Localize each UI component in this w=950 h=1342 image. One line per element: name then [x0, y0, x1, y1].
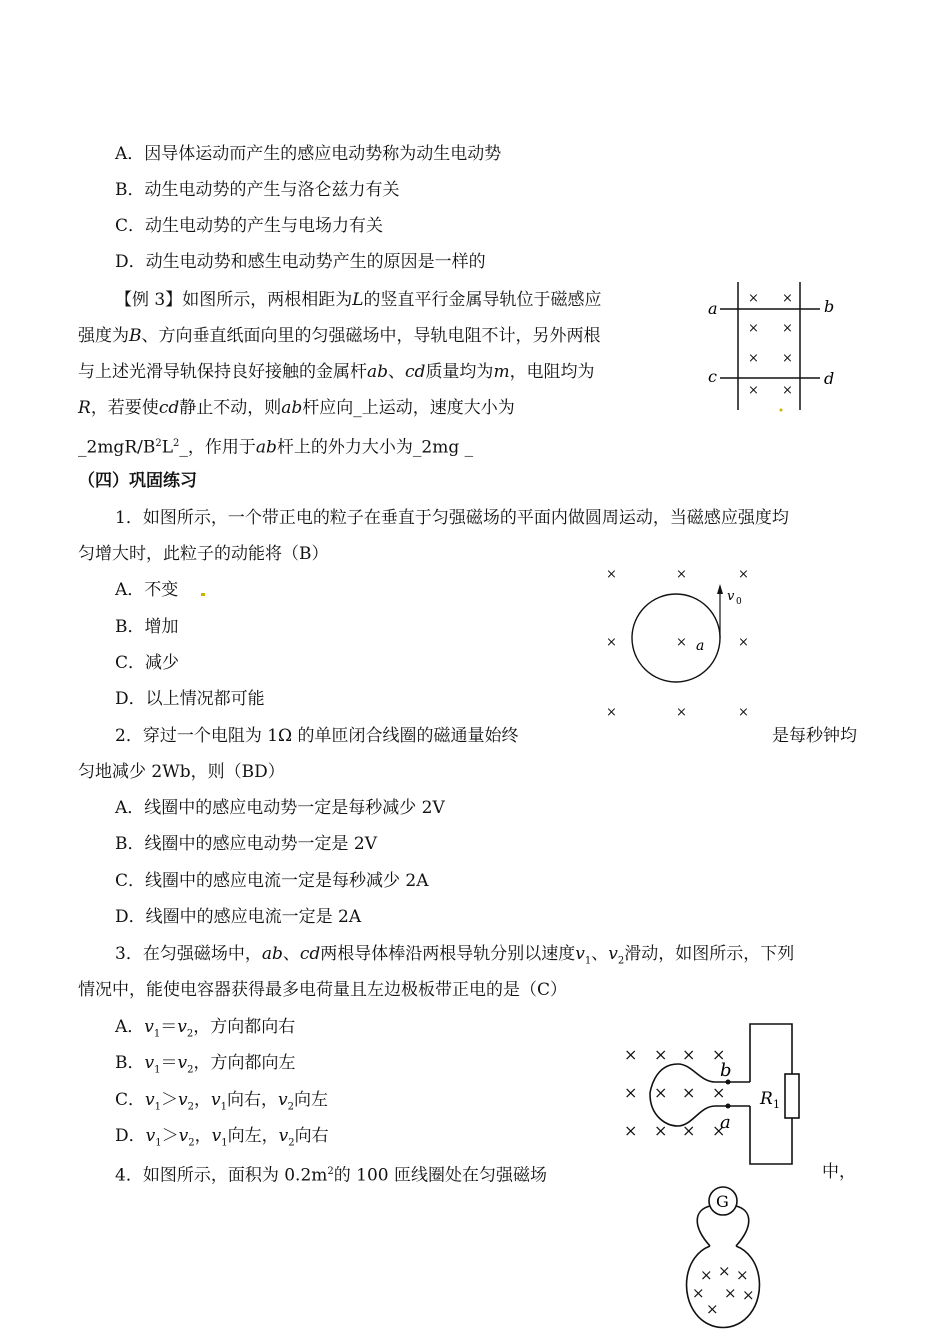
- q3-line2: 情况中，能使电容器获得最多电荷量且左边极板带正电的是（C）: [78, 980, 568, 1000]
- svg-text:×: ×: [782, 291, 793, 306]
- q1-option-a: A．不变: [115, 580, 179, 600]
- example3-line3: 与上述光滑导轨保持良好接触的金属杆ab、cd质量均为m，电阻均为: [78, 362, 595, 382]
- svg-text:G: G: [716, 1192, 729, 1211]
- svg-text:a: a: [708, 299, 718, 318]
- svg-text:×: ×: [738, 705, 749, 720]
- svg-text:×: ×: [782, 383, 793, 398]
- q3-option-d: D．$v_1>v_2$，$v_1$向左，$v_2$向右: [115, 1126, 329, 1149]
- svg-text:×: ×: [654, 1083, 668, 1102]
- svg-text:×: ×: [654, 1121, 668, 1140]
- example3-line2: 强度为B、方向垂直纸面向里的匀强磁场中，导轨电阻不计，另外两根: [78, 326, 601, 346]
- loop-resistor-diagram: [620, 1018, 820, 1168]
- svg-text:×: ×: [742, 1286, 755, 1304]
- svg-text:×: ×: [782, 351, 793, 366]
- svg-text:a: a: [720, 1112, 731, 1133]
- svg-text:×: ×: [682, 1045, 696, 1064]
- option-c: C．动生电动势的产生与电场力有关: [115, 216, 384, 236]
- q3-line1: 3．在匀强磁场中，ab、cd两根导体棒沿两根导轨分别以速度$v_1$、$v_2$滑动，如图所示，下列: [115, 944, 795, 967]
- svg-text:×: ×: [706, 1300, 719, 1318]
- q3-option-c: C．$v_1>v_2$，$v_1$向右，$v_2$向左: [115, 1090, 328, 1113]
- svg-text:×: ×: [748, 291, 759, 306]
- svg-text:b: b: [720, 1060, 732, 1081]
- svg-text:×: ×: [718, 1262, 731, 1280]
- svg-text:×: ×: [606, 635, 617, 650]
- example3-line1: 【例 3】如图所示，两根相距为L的竖直平行金属导轨位于磁感应: [115, 290, 602, 310]
- rails-diagram: [700, 282, 850, 412]
- section-title: （四）巩固练习: [78, 471, 197, 491]
- q2-option-d: D．线圈中的感应电流一定是 2A: [115, 907, 362, 927]
- svg-text:d: d: [824, 369, 835, 388]
- svg-text:×: ×: [736, 1266, 749, 1284]
- svg-text:×: ×: [606, 567, 617, 582]
- svg-text:×: ×: [748, 383, 759, 398]
- svg-text:×: ×: [692, 1284, 705, 1302]
- q1-option-b: B．增加: [115, 617, 179, 637]
- svg-text:×: ×: [748, 321, 759, 336]
- svg-text:×: ×: [738, 635, 749, 650]
- q2-option-b: B．线圈中的感应电动势一定是 2V: [115, 834, 377, 854]
- svg-text:×: ×: [676, 635, 687, 650]
- svg-text:×: ×: [606, 705, 617, 720]
- svg-text:×: ×: [782, 321, 793, 336]
- svg-text:×: ×: [748, 351, 759, 366]
- q2-line2: 匀地减少 2Wb，则（BD）: [78, 762, 285, 782]
- q2-option-c: C．线圈中的感应电流一定是每秒减少 2A: [115, 871, 429, 891]
- svg-text:R: R: [760, 1089, 773, 1109]
- svg-text:v: v: [727, 589, 735, 604]
- example3-line4: R，若要使cd静止不动，则ab杆应向_上运动，速度大小为: [78, 398, 515, 418]
- galvanometer-coil-diagram: [676, 1186, 786, 1338]
- q3-option-a: A．$v_1=v_2$，方向都向右: [115, 1017, 296, 1040]
- svg-text:a: a: [696, 638, 705, 654]
- svg-text:×: ×: [676, 567, 687, 582]
- svg-text:×: ×: [676, 705, 687, 720]
- example3-line5: $\_2mgR/B^2L^2\_$，作用于ab杆上的外力大小为_2mg _: [78, 437, 474, 458]
- q4-line1b: 中，: [822, 1162, 856, 1182]
- svg-text:1: 1: [773, 1098, 780, 1111]
- svg-text:×: ×: [624, 1121, 638, 1140]
- q1-line2: 匀增大时，此粒子的动能将（B）: [78, 544, 329, 564]
- q1-option-c: C．减少: [115, 653, 180, 673]
- svg-text:0: 0: [736, 597, 742, 607]
- option-b: B．动生电动势的产生与洛仑兹力有关: [115, 180, 400, 200]
- q2-option-a: A．线圈中的感应电动势一定是每秒减少 2V: [115, 798, 445, 818]
- q3-option-b: B．$v_1=v_2$，方向都向左: [115, 1053, 296, 1076]
- svg-text:×: ×: [624, 1045, 638, 1064]
- svg-text:×: ×: [682, 1083, 696, 1102]
- q2-line1a: 2．穿过一个电阻为 1Ω 的单匝闭合线圈的磁通量始终: [115, 726, 519, 746]
- circle-motion-diagram: [596, 562, 766, 722]
- svg-text:c: c: [708, 367, 717, 386]
- svg-text:×: ×: [712, 1045, 726, 1064]
- svg-text:×: ×: [700, 1266, 713, 1284]
- svg-text:×: ×: [654, 1045, 668, 1064]
- q4-line1a: 4．如图所示，面积为 $0.2m^2$的 100 匝线圈处在匀强磁场: [115, 1165, 548, 1186]
- svg-text:×: ×: [712, 1121, 726, 1140]
- svg-text:×: ×: [624, 1083, 638, 1102]
- q1-line1: 1．如图所示，一个带正电的粒子在垂直于匀强磁场的平面内做圆周运动，当磁感应强度均: [115, 508, 789, 528]
- option-a: A．因导体运动而产生的感应电动势称为动生电动势: [115, 144, 502, 164]
- stray-dot: [201, 593, 205, 596]
- q2-line1b: 是每秒钟均: [772, 726, 857, 746]
- svg-text:×: ×: [682, 1121, 696, 1140]
- q1-option-d: D．以上情况都可能: [115, 689, 265, 709]
- svg-text:×: ×: [738, 567, 749, 582]
- option-d: D．动生电动势和感生电动势产生的原因是一样的: [115, 252, 486, 272]
- svg-text:×: ×: [712, 1083, 726, 1102]
- svg-text:×: ×: [724, 1284, 737, 1302]
- svg-text:b: b: [824, 297, 835, 316]
